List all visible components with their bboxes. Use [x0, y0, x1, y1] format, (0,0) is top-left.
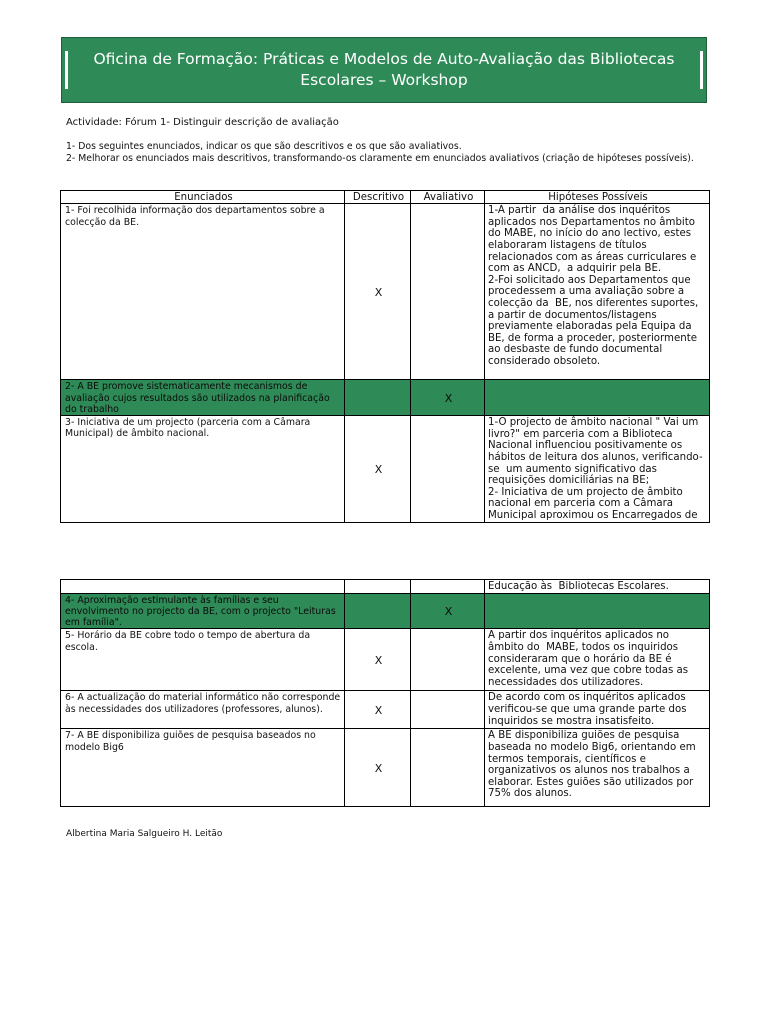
instruction-1: 1- Dos seguintes enunciados, indicar os que são descritivos e os que são avaliativos.	[66, 141, 462, 152]
enunciado-cell: 7- A BE disponibiliza guiões de pesquisa baseados no modelo Big6	[61, 729, 345, 807]
avaliativo-cell	[411, 629, 485, 691]
enunciado-cell: 6- A actualização do material informático não corresponde às necessidades dos utilizadores (professores, alunos).	[61, 691, 345, 729]
avaliativo-cell	[411, 729, 485, 807]
avaliativo-cell	[411, 691, 485, 729]
table-row	[61, 580, 710, 594]
enunciado-cell: 1- Foi recolhida informação dos departamentos sobre a colecção da BE.	[61, 204, 345, 380]
hipoteses-cell: De acordo com os inquéritos aplicados verificou-se que uma grande parte dos inquiridos se mostra insatisfeito.	[485, 691, 710, 729]
descritivo-cell: X	[345, 629, 411, 691]
title-banner	[61, 37, 707, 103]
descritivo-cell: X	[345, 729, 411, 807]
instruction-2: 2- Melhorar os enunciados mais descritivos, transformando-os claramente em enunciados avaliativos (criação de hipóteses possíveis).	[66, 153, 694, 164]
hipoteses-cell: A partir dos inquéritos aplicados no âmbito do MABE, todos os inquiridos consideraram que o horário da BE é excelente, uma vez que cobre todas as necessidades dos utilizadores.	[485, 629, 710, 691]
hipoteses-cell	[485, 593, 710, 629]
hipoteses-cell: A BE disponibiliza guiões de pesquisa baseada no modelo Big6, orientando em termos temporais, científicos e organizativos os alunos nos trabalhos a elaborar. Estes guiões são utilizados por 75% dos alunos.	[485, 729, 710, 807]
avaliativo-cell: X	[411, 380, 485, 416]
hipoteses-cell	[485, 380, 710, 416]
table-body-page1	[61, 191, 710, 523]
evaluation-table-page2	[60, 579, 710, 807]
descritivo-cell	[345, 593, 411, 629]
enunciado-cell: 5- Horário da BE cobre todo o tempo de abertura da escola.	[61, 629, 345, 691]
descritivo-cell	[345, 580, 411, 594]
evaluation-table-page1	[60, 190, 710, 523]
hipoteses-cell: Educação às Bibliotecas Escolares.	[485, 580, 710, 594]
header-avaliativo: Avaliativo	[411, 191, 485, 204]
table-header-row	[61, 191, 710, 204]
table-row	[61, 380, 710, 416]
avaliativo-cell	[411, 204, 485, 380]
banner-left-bar	[65, 51, 68, 89]
document-title: Oficina de Formação: Práticas e Modelos de Auto-Avaliação das Bibliotecas Escolares – Workshop	[93, 50, 675, 89]
header-enunciados: Enunciados	[61, 191, 345, 204]
table-body-page2	[61, 580, 710, 807]
descritivo-cell: X	[345, 204, 411, 380]
table-row	[61, 729, 710, 807]
banner-right-bar	[700, 51, 703, 89]
table-row	[61, 593, 710, 629]
table-row	[61, 691, 710, 729]
table-row	[61, 204, 710, 380]
descritivo-cell	[345, 380, 411, 416]
header-descritivo: Descritivo	[345, 191, 411, 204]
descritivo-cell: X	[345, 691, 411, 729]
enunciado-cell: 2- A BE promove sistematicamente mecanismos de avaliação cujos resultados são utilizados na planificação do trabalho	[61, 380, 345, 416]
enunciado-cell: 4- Aproximação estimulante às famílias e seu envolvimento no projecto da BE, com o projecto "Leituras em família".	[61, 593, 345, 629]
hipoteses-cell: 1-A partir da análise dos inquéritos aplicados nos Departamentos no âmbito do MABE, no início do ano lectivo, estes elaboraram listagens de títulos relacionados com as áreas curriculares e com as ANCD, a adquirir pela BE. 2-Foi solicitado aos Departamentos que procedessem a uma avaliação sobre a colecção da BE, nos diferentes suportes, a partir de documentos/listagens previamente elaboradas pela Equipa da BE, de forma a proceder, posteriormente ao desbaste de fundo documental considerado obsoleto.	[485, 204, 710, 380]
table-row	[61, 416, 710, 522]
hipoteses-cell: 1-O projecto de âmbito nacional " Vai um livro?" em parceria com a Biblioteca Nacional influenciou positivamente os hábitos de leitura dos alunos, verificando-se um aumento significativo das requisições domiciliárias na BE; 2- Iniciativa de um projecto de âmbito nacional em parceria com a Câmara Municipal aproximou os Encarregados de	[485, 416, 710, 522]
author-name: Albertina Maria Salgueiro H. Leitão	[66, 829, 223, 839]
descritivo-cell: X	[345, 416, 411, 522]
avaliativo-cell	[411, 416, 485, 522]
header-hipoteses: Hipóteses Possíveis	[485, 191, 710, 204]
enunciado-cell: 3- Iniciativa de um projecto (parceria com a Câmara Municipal) de âmbito nacional.	[61, 416, 345, 522]
table-row	[61, 629, 710, 691]
enunciado-cell	[61, 580, 345, 594]
activity-line: Actividade: Fórum 1- Distinguir descrição de avaliação	[66, 117, 339, 128]
avaliativo-cell	[411, 580, 485, 594]
avaliativo-cell: X	[411, 593, 485, 629]
